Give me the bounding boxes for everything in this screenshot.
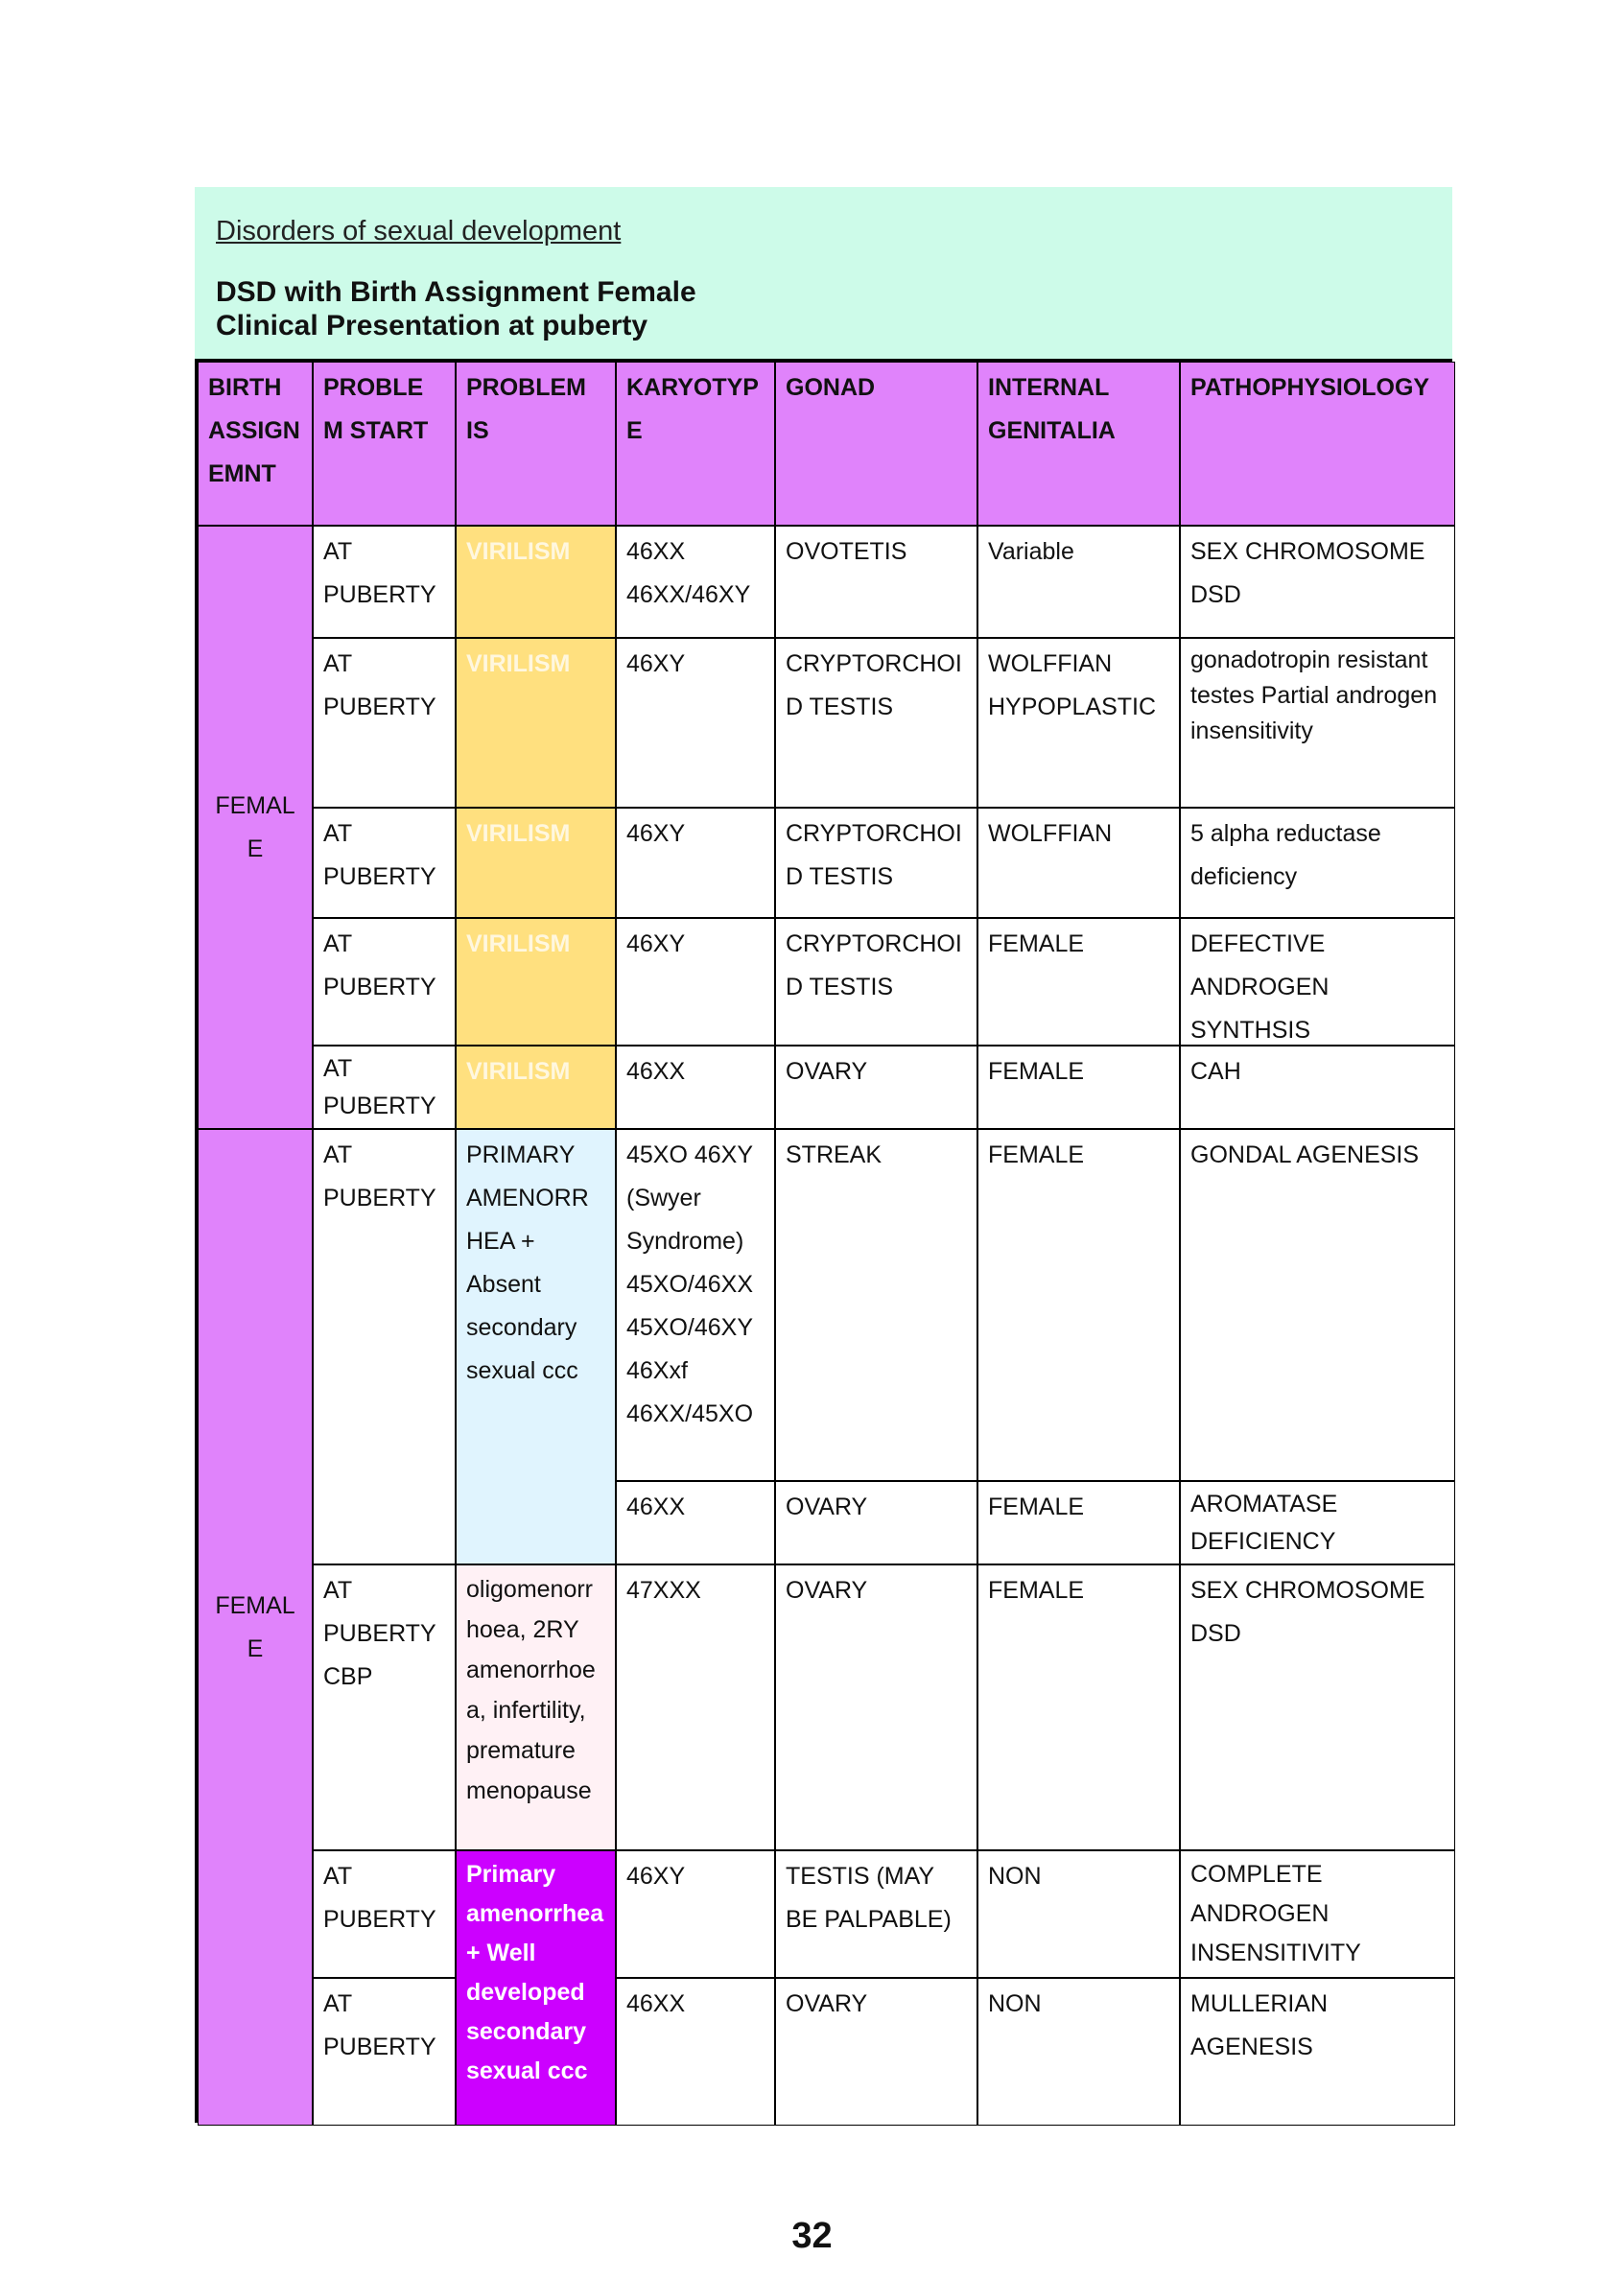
subtitle	[216, 275, 696, 342]
cell-problem-virilism: VIRILISM	[456, 918, 616, 1046]
cell-start: AT PUBERTY	[313, 808, 456, 918]
dsd-table	[195, 359, 1452, 2123]
cell-gonad: STREAK	[775, 1129, 977, 1481]
cell-karyotype: 46XX	[616, 1978, 775, 2126]
cell-karyotype: 46XY	[616, 808, 775, 918]
cell-gonad: OVOTETIS	[775, 526, 977, 638]
cell-patho: COMPLETE ANDROGEN INSENSITIVITY	[1180, 1850, 1455, 1978]
cell-internal: FEMALE	[977, 918, 1180, 1046]
cell-karyotype: 46XY	[616, 918, 775, 1046]
cell-gonad: OVARY	[775, 1978, 977, 2126]
cell-internal: WOLFFIAN	[977, 808, 1180, 918]
cell-karyotype: 47XXX	[616, 1564, 775, 1850]
cell-problem-virilism: VIRILISM	[456, 526, 616, 638]
cell-start: AT PUBERTY	[313, 918, 456, 1046]
cell-karyotype: 46XX	[616, 1046, 775, 1129]
cell-karyotype: 46XX	[616, 1481, 775, 1564]
cell-gonad: OVARY	[775, 1564, 977, 1850]
cell-patho: 5 alpha reductase deficiency	[1180, 808, 1455, 918]
cell-start: AT PUBERTY	[313, 1129, 456, 1564]
page-number: 32	[791, 2216, 833, 2256]
cell-gonad: TESTIS (MAY BE PALPABLE)	[775, 1850, 977, 1978]
birth-female-1: FEMALE	[198, 526, 313, 1129]
col-header-problem: PROBLEM IS	[456, 362, 616, 526]
cell-problem-primary-amenorrhea-developed: Primary amenorrhea + Well developed secondary sexual ccc	[456, 1850, 616, 2126]
cell-karyotype: 45XO 46XY (Swyer Syndrome) 45XO/46XX 45XO/46XY 46Xxf 46XX/45XO	[616, 1129, 775, 1481]
cell-patho: GONDAL AGENESIS	[1180, 1129, 1455, 1481]
cell-internal: Variable	[977, 526, 1180, 638]
col-header-internal: INTERNAL GENITALIA	[977, 362, 1180, 526]
cell-start: AT PUBERTY	[313, 526, 456, 638]
cell-internal: WOLFFIAN HYPOPLASTIC	[977, 638, 1180, 808]
cell-gonad: CRYPTORCHOID TESTIS	[775, 918, 977, 1046]
cell-problem-primary-amenorrhea: PRIMARY AMENORRHEA + Absent secondary sexual ccc	[456, 1129, 616, 1564]
col-header-start: PROBLE M START	[313, 362, 456, 526]
cell-patho: MULLERIAN AGENESIS	[1180, 1978, 1455, 2126]
cell-internal: FEMALE	[977, 1129, 1180, 1481]
subtitle-line-2: Clinical Presentation at puberty	[216, 310, 648, 341]
cell-internal: NON	[977, 1850, 1180, 1978]
cell-patho: CAH	[1180, 1046, 1455, 1129]
cell-problem-oligomenorrhoea: oligomenorrhoea, 2RY amenorrhoea, infertility, premature menopause	[456, 1564, 616, 1850]
cell-patho: SEX CHROMOSOME DSD	[1180, 526, 1455, 638]
col-header-birth: BIRTH ASSIGN EMNT	[198, 362, 313, 526]
cell-karyotype: 46XX 46XX/46XY	[616, 526, 775, 638]
cell-start: AT PUBERTY	[313, 638, 456, 808]
cell-patho: gonadotropin resistant testes Partial androgen insensitivity	[1180, 638, 1455, 808]
cell-problem-virilism: VIRILISM	[456, 808, 616, 918]
col-header-karyotype: KARYOTYP E	[616, 362, 775, 526]
cell-internal: FEMALE	[977, 1046, 1180, 1129]
cell-start: AT PUBERTY	[313, 1850, 456, 1978]
cell-patho: SEX CHROMOSOME DSD	[1180, 1564, 1455, 1850]
cell-gonad: OVARY	[775, 1481, 977, 1564]
col-header-gonad: GONAD	[775, 362, 977, 526]
cell-gonad: OVARY	[775, 1046, 977, 1129]
cell-gonad: CRYPTORCHOID TESTIS	[775, 808, 977, 918]
cell-internal: FEMALE	[977, 1564, 1180, 1850]
birth-female-2: FEMALE	[198, 1129, 313, 2126]
cell-internal: NON	[977, 1978, 1180, 2126]
cell-start: AT PUBERTY	[313, 1978, 456, 2126]
cell-karyotype: 46XY	[616, 1850, 775, 1978]
cell-start: AT PUBERTY	[313, 1046, 456, 1129]
subtitle-line-1: DSD with Birth Assignment Female	[216, 276, 696, 308]
cell-gonad: CRYPTORCHOID TESTIS	[775, 638, 977, 808]
col-header-patho: PATHOPHYSIOLOGY	[1180, 362, 1455, 526]
cell-patho: AROMATASE DEFICIENCY	[1180, 1481, 1455, 1564]
document-title-link[interactable]: Disorders of sexual development	[216, 216, 622, 247]
cell-start: AT PUBERTY CBP	[313, 1564, 456, 1850]
cell-internal: FEMALE	[977, 1481, 1180, 1564]
cell-problem-virilism: VIRILISM	[456, 638, 616, 808]
cell-problem-virilism: VIRILISM	[456, 1046, 616, 1129]
title-banner	[195, 187, 1452, 359]
cell-karyotype: 46XY	[616, 638, 775, 808]
cell-patho: DEFECTIVE ANDROGEN SYNTHSIS	[1180, 918, 1455, 1046]
